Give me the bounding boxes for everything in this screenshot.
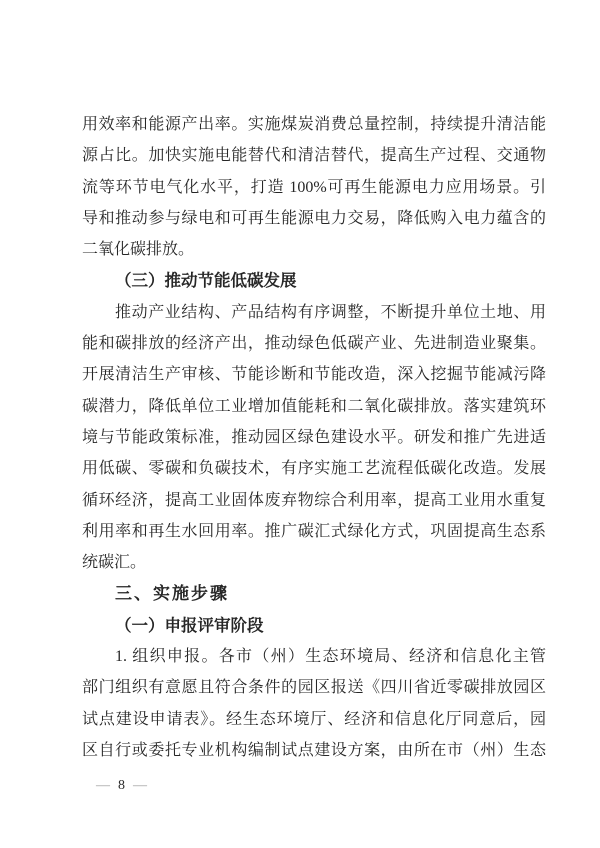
page-number-dash-right: — bbox=[133, 778, 147, 793]
body-line: 用效率和能源产出率。实施煤炭消费总量控制，持续提升清洁能 bbox=[82, 116, 546, 133]
body-line: 部门组织有意愿且符合条件的园区报送《四川省近零碳排放园区 bbox=[82, 679, 546, 697]
body-line: 二氧化碳排放。 bbox=[82, 241, 195, 259]
body-line: 1. 组织申报。各市（州）生态环境局、经济和信息化主管 bbox=[115, 648, 546, 666]
body-line: 试点建设申请表》。经生态环境厅、经济和信息化厅同意后，园 bbox=[82, 710, 546, 728]
body-line: 循环经济，提高工业固体废弃物综合利用率，提高工业用水重复 bbox=[82, 491, 546, 509]
body-line: 能和碳排放的经济产出，推动绿色低碳产业、先进制造业聚集。 bbox=[82, 335, 546, 353]
chapter-heading-implementation-steps: 三、实施步骤 bbox=[115, 584, 229, 604]
body-line: 区自行或委托专业机构编制试点建设方案，由所在市（州）生态 bbox=[82, 741, 546, 759]
text-block bbox=[82, 109, 546, 766]
body-line: 流等环节电气化水平，打造 100%可再生能源电力应用场景。引 bbox=[82, 178, 546, 196]
page-number-dash-left: — bbox=[96, 778, 110, 793]
body-line: 碳潜力，降低单位工业增加值能耗和二氧化碳排放。落实建筑环 bbox=[82, 397, 546, 415]
body-line: 境与节能政策标准，推动园区绿色建设水平。研发和推广先进适 bbox=[82, 428, 546, 446]
body-line: 源占比。加快实施电能替代和清洁替代，提高生产过程、交通物 bbox=[82, 147, 546, 165]
body-line: 导和推动参与绿电和可再生能源电力交易，降低购入电力蕴含的 bbox=[82, 209, 546, 227]
page-number-value: 8 bbox=[118, 778, 125, 793]
body-line: 统碳汇。 bbox=[82, 554, 147, 572]
body-line: 开展清洁生产审核、节能诊断和节能改造，深入挖掘节能减污降 bbox=[82, 366, 546, 384]
section-heading-three: （三）推动节能低碳发展 bbox=[115, 271, 297, 291]
body-line: 推动产业结构、产品结构有序调整，不断提升单位土地、用 bbox=[115, 303, 546, 321]
body-line: 利用率和再生水回用率。推广碳汇式绿化方式，巩固提高生态系 bbox=[82, 522, 546, 540]
body-line: 用低碳、零碳和负碳技术，有序实施工艺流程低碳化改造。发展 bbox=[82, 460, 546, 478]
section-heading-stage-one: （一）申报评审阶段 bbox=[115, 615, 264, 635]
page-number bbox=[96, 776, 147, 796]
